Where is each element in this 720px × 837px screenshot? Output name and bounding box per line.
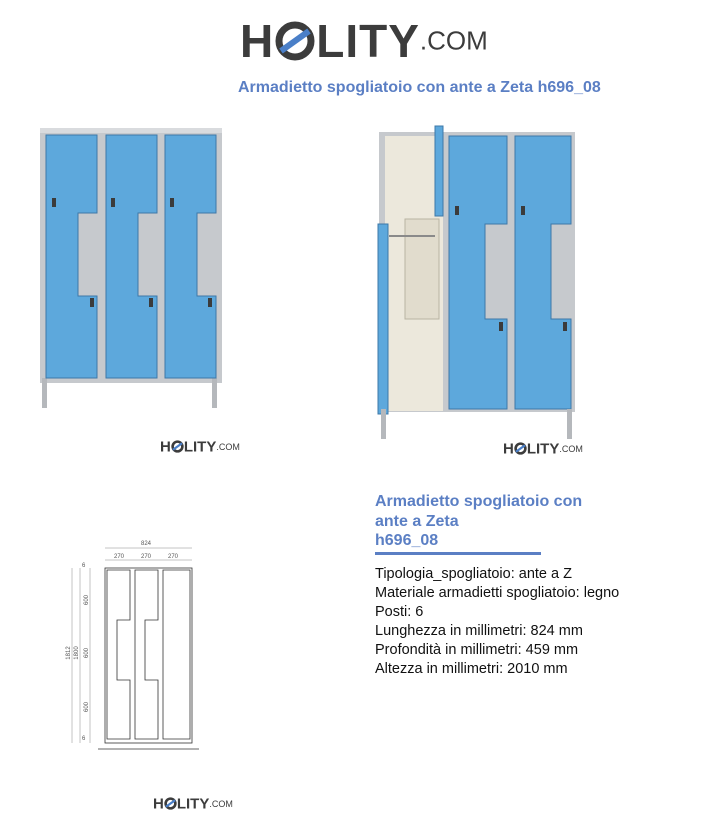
dim-overall-width: 824 bbox=[140, 541, 152, 547]
dim-small: 6 bbox=[82, 563, 86, 569]
spec-item: Materiale armadietti spogliatoio: legno bbox=[375, 585, 620, 601]
page-title: Armadietto spogliatoio con ante a Zeta h696_08 bbox=[238, 79, 601, 96]
technical-drawing bbox=[60, 535, 205, 757]
product-title: Armadietto spogliatoio con ante a Zeta h696_08 bbox=[375, 492, 615, 551]
logo-o-icon bbox=[514, 442, 527, 455]
dim-height: 1812 bbox=[66, 646, 72, 660]
spec-item: Tipologia_spogliatoio: ante a Z bbox=[375, 566, 572, 582]
divider bbox=[375, 552, 541, 555]
holity-logo-small[interactable]: H LITY.COM bbox=[160, 438, 240, 456]
dim-height: 600 bbox=[84, 647, 90, 659]
holity-logo-small[interactable]: H LITY.COM bbox=[153, 795, 233, 813]
spec-item: Posti: 6 bbox=[375, 604, 424, 620]
spec-list bbox=[375, 565, 619, 679]
product-photo-open bbox=[375, 124, 580, 442]
dim-height: 600 bbox=[84, 594, 90, 606]
spec-item: Altezza in millimetri: 2010 mm bbox=[375, 661, 568, 677]
product-code: h696_08 bbox=[375, 532, 439, 549]
logo-o-icon bbox=[164, 797, 177, 810]
spec-item: Lunghezza in millimetri: 824 mm bbox=[375, 623, 583, 639]
holity-logo-small[interactable]: H LITY.COM bbox=[503, 440, 583, 458]
logo-o-icon bbox=[171, 440, 184, 453]
product-photo-closed bbox=[40, 128, 225, 413]
dim-small: 6 bbox=[82, 736, 86, 742]
logo-o-icon bbox=[275, 21, 315, 61]
dim-col-width: 270 bbox=[167, 554, 179, 560]
dim-col-width: 270 bbox=[113, 554, 125, 560]
dim-height: 1800 bbox=[74, 646, 80, 660]
dim-height: 600 bbox=[84, 701, 90, 713]
dim-col-width: 270 bbox=[140, 554, 152, 560]
holity-logo[interactable]: H LITY.COM bbox=[240, 15, 488, 67]
spec-item: Profondità in millimetri: 459 mm bbox=[375, 642, 579, 658]
